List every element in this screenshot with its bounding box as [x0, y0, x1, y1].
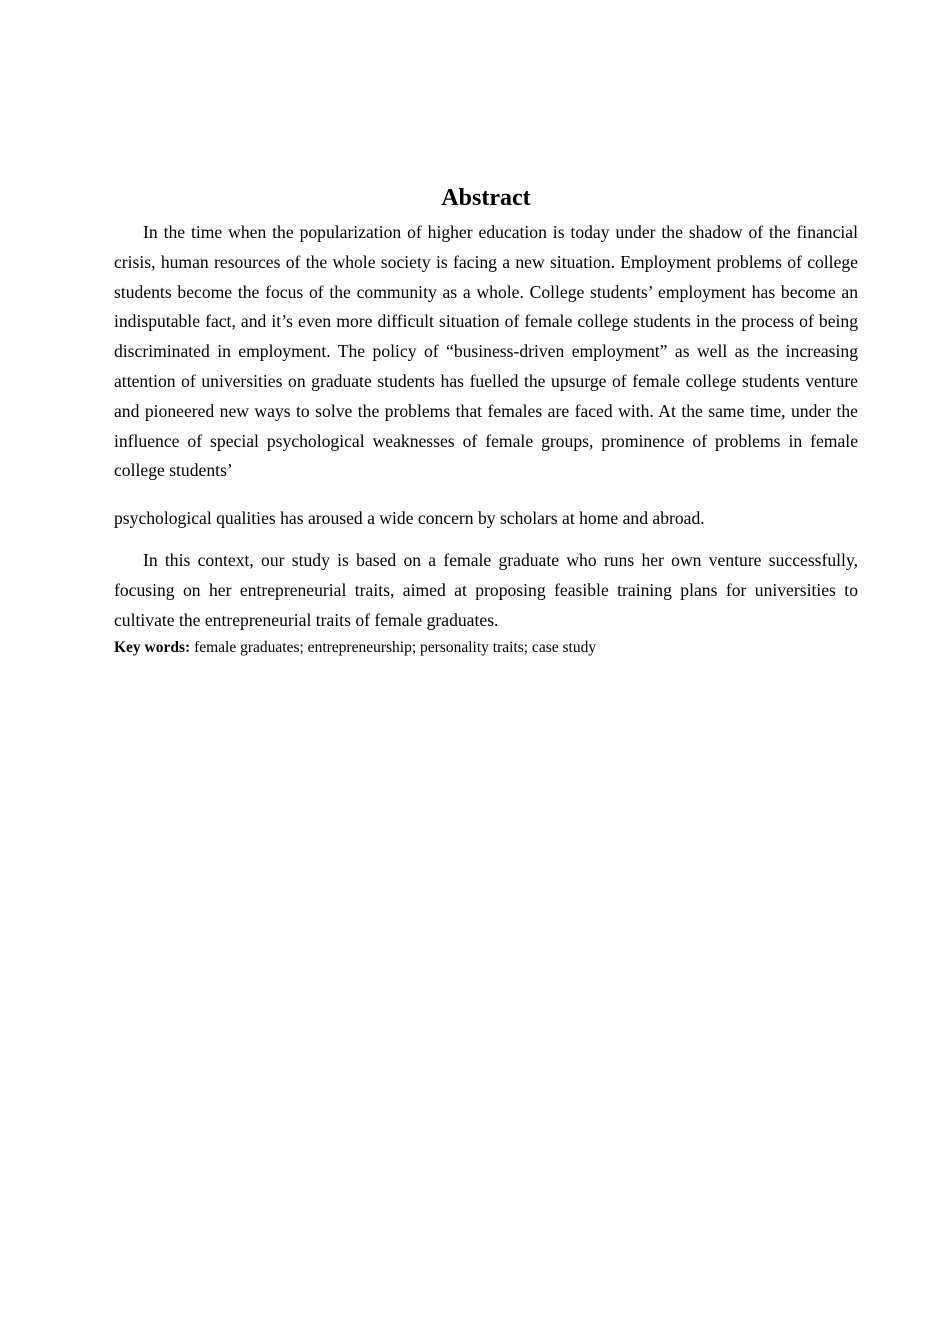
keywords-line [114, 637, 858, 659]
abstract-paragraph-1: In the time when the popularization of higher education is today under the shadow of the financial crisis, human resources of the whole society is facing a new situation. Employment problems of college students become the focus of the community as a whole. College students’ employment has become an indisputable fact, and it’s even more difficult situation of female college students in the process of being discriminated in employment. The policy of “business-driven employment” as well as the increasing attention of universities on graduate students has fuelled the upsurge of female college students venture and pioneered new ways to solve the problems that females are faced with. At the same time, under the influence of special psychological weaknesses of female groups, prominence of problems in female college students’ [114, 222, 858, 481]
abstract-section [114, 182, 858, 659]
abstract-title: Abstract [441, 185, 531, 211]
abstract-paragraph-1-continuation: psychological qualities has aroused a wide concern by scholars at home and abroad. [114, 508, 705, 529]
keywords-label: Key words: [114, 639, 191, 657]
keywords-value: female graduates; entrepreneurship; personality traits; case study [190, 639, 597, 657]
abstract-paragraph-2: In this context, our study is based on a female graduate who runs her own venture successfully, focusing on her entrepreneurial traits, aimed at proposing feasible training plans for universities to cultivate the entrepreneurial traits of female graduates. [114, 549, 858, 630]
